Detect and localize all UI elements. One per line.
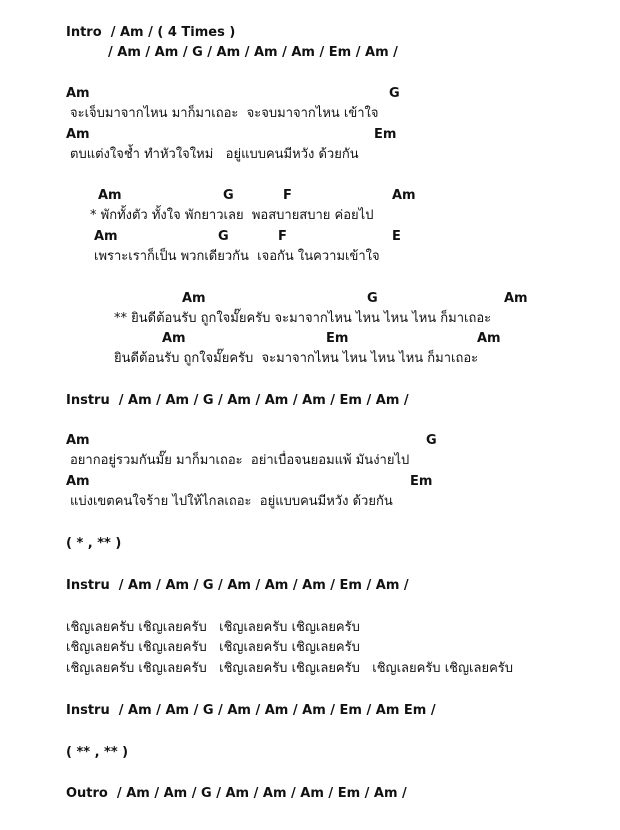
lyric-line: ยินดีต้อนรับ ถูกใจมั๊ยครับ จะมาจากไหน ไหน ไหน ไหน ก็มาเถอะ: [114, 351, 479, 366]
chord: Em: [410, 474, 433, 489]
instrumental-line: Instru / Am / Am / G / Am / Am / Am / Em / Am /: [66, 578, 409, 593]
chord: G: [367, 291, 378, 306]
lyric-line: แบ่งเขตคนใจร้าย ไปให้ไกลเถอะ อยู่แบบคนมีหวัง ด้วยกัน: [70, 494, 393, 509]
chord: Am: [66, 86, 90, 101]
intro-line: Intro / Am / ( 4 Times ): [66, 25, 236, 40]
chord: E: [392, 229, 401, 244]
chord: Am: [504, 291, 528, 306]
lyric-line: เชิญเลยครับ เชิญเลยครับ เชิญเลยครับ เชิญเลยครับ เชิญเลยครับ เชิญเลยครับ: [66, 661, 513, 676]
instrumental-line: Instru / Am / Am / G / Am / Am / Am / Em / Am Em /: [66, 703, 436, 718]
instrumental-line: Instru / Am / Am / G / Am / Am / Am / Em / Am /: [66, 393, 409, 408]
lyric-line: * พักทั้งตัว ทั้งใจ พักยาวเลย พอสบายสบาย ค่อยไป: [90, 208, 374, 223]
chord: F: [278, 229, 287, 244]
chord: Am: [182, 291, 206, 306]
repeat-marker: ( * , ** ): [66, 536, 122, 551]
chord: Am: [392, 188, 416, 203]
chord: Am: [162, 331, 186, 346]
lyric-line: เพราะเราก็เป็น พวกเดียวกัน เจอกัน ในความเข้าใจ: [94, 249, 380, 264]
lyric-line: อยากอยู่รวมกันมั๊ย มาก็มาเถอะ อย่าเบื่อจนยอมแพ้ มันง่ายไป: [70, 453, 410, 468]
chord: G: [389, 86, 400, 101]
repeat-marker: ( ** , ** ): [66, 745, 129, 760]
chord: F: [283, 188, 292, 203]
lyric-line: เชิญเลยครับ เชิญเลยครับ เชิญเลยครับ เชิญเลยครับ: [66, 620, 360, 635]
chord: G: [218, 229, 229, 244]
chord: Am: [94, 229, 118, 244]
chord: Am: [66, 127, 90, 142]
chord: Am: [66, 433, 90, 448]
chord: Am: [98, 188, 122, 203]
chord: Am: [477, 331, 501, 346]
outro-line: Outro / Am / Am / G / Am / Am / Am / Em / Am /: [66, 786, 407, 801]
chord: G: [223, 188, 234, 203]
lyric-line: ** ยินดีต้อนรับ ถูกใจมั๊ยครับ จะมาจากไหน ไหน ไหน ไหน ก็มาเถอะ: [114, 311, 492, 326]
chord: Em: [326, 331, 349, 346]
lyric-line: เชิญเลยครับ เชิญเลยครับ เชิญเลยครับ เชิญเลยครับ: [66, 640, 360, 655]
lyric-line: ตบแต่งใจช้ำ ทำหัวใจใหม่ อยู่แบบคนมีหวัง ด้วยกัน: [70, 147, 359, 162]
intro-progression: / Am / Am / G / Am / Am / Am / Em / Am /: [108, 45, 398, 60]
lyric-line: จะเจ็บมาจากไหน มาก็มาเถอะ จะจบมาจากไหน เข้าใจ: [70, 106, 379, 121]
chord: G: [426, 433, 437, 448]
chord: Am: [66, 474, 90, 489]
chord: Em: [374, 127, 397, 142]
